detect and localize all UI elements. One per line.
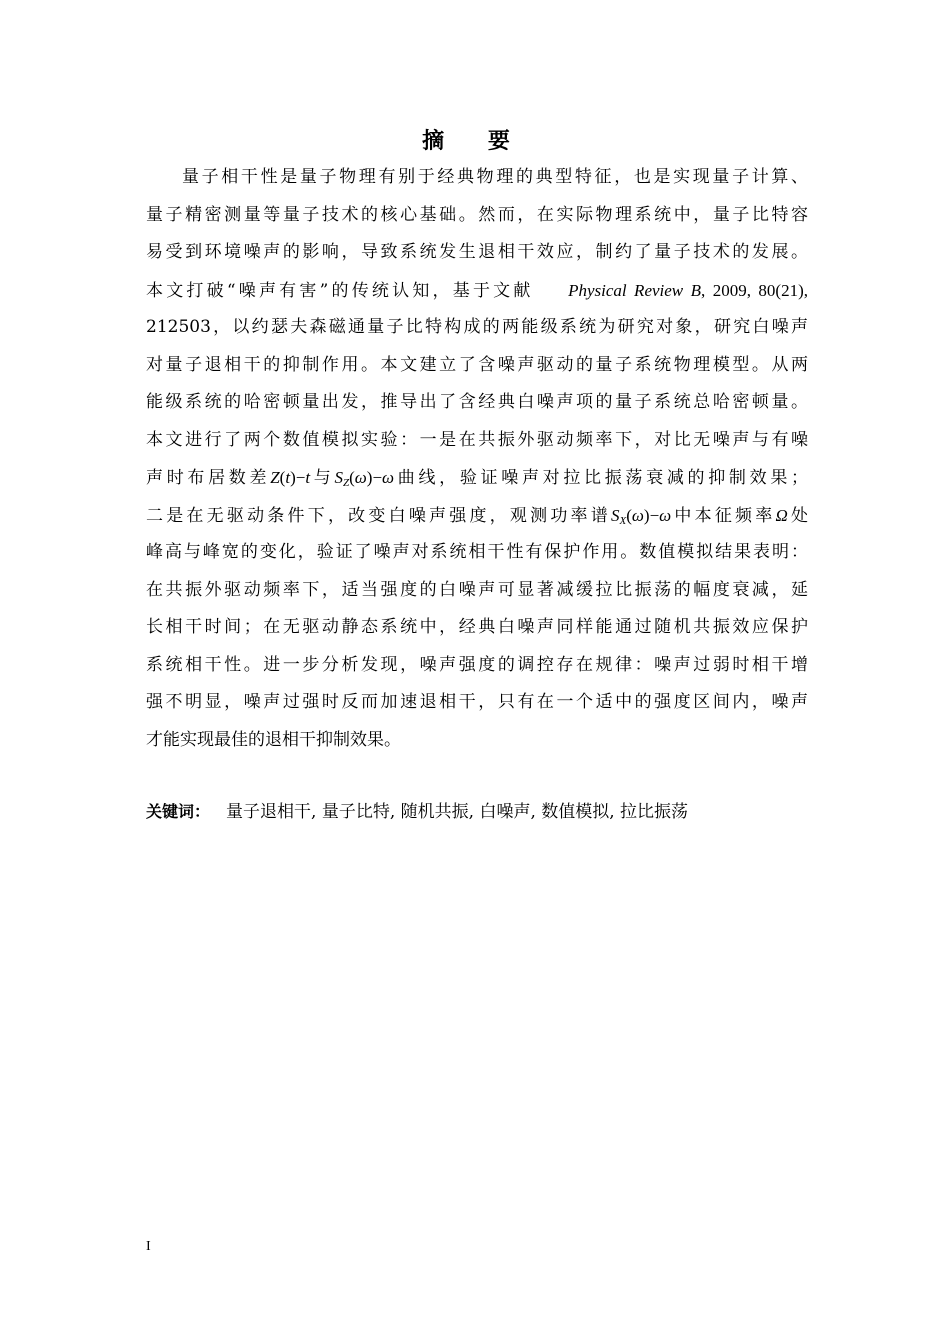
abstract-body <box>146 159 808 759</box>
abstract-text: 处 <box>787 505 809 526</box>
abstract-line: 能级系统的哈密顿量出发，推导出了含经典白噪声项的量子系统总哈密顿量。 <box>146 392 808 412</box>
citation-details: , 2009, 80(21), <box>701 280 808 300</box>
abstract-line: 强不明显，噪声过强时反而加速退相干，只有在一个适中的强度区间内，噪声 <box>146 692 808 712</box>
keywords-label: 关键词： <box>146 802 211 821</box>
formula-sx-omega: $S_X(\omega)-\omega$ <box>610 505 672 527</box>
abstract-line: 峰高与峰宽的变化，验证了噪声对系统相干性有保护作用。数值模拟结果表明： <box>146 542 808 562</box>
abstract-text: 二是在无驱动条件下，改变白噪声强度，观测功率谱 <box>146 505 611 526</box>
abstract-line: 才能实现最佳的退相干抑制效果。 <box>146 729 401 750</box>
keywords-list: 量子退相干, 量子比特, 随机共振, 白噪声, 数值模拟, 拉比振荡 <box>226 802 689 822</box>
abstract-text: 声时布居数差 <box>146 468 271 488</box>
abstract-line <box>146 459 808 497</box>
abstract-text: 本文打破“噪声有害”的传统认知，基于文献 <box>146 280 534 301</box>
journal-name: Physical Review B <box>568 280 701 300</box>
abstract-line: 本文进行了两个数值模拟实验：一是在共振外驱动频率下，对比无噪声与有噪 <box>146 429 808 450</box>
abstract-line: 212503，以约瑟夫森磁通量子比特构成的两能级系统为研究对象，研究白噪声 <box>146 317 808 337</box>
abstract-line <box>146 497 808 535</box>
keywords <box>146 797 688 827</box>
abstract-line <box>146 272 808 310</box>
abstract-line: 在共振外驱动频率下，适当强度的白噪声可显著减缓拉比振荡的幅度衰减，延 <box>146 579 808 600</box>
abstract-text: 与 <box>310 468 335 488</box>
abstract-line: 系统相干性。进一步分析发现，噪声强度的调控存在规律：噪声过弱时相干增 <box>146 654 808 675</box>
abstract-text: 曲线，验证噪声对拉比振荡衰减的抑制效果； <box>394 468 809 488</box>
formula-omega-cap: Ω <box>775 505 788 525</box>
abstract-line: 量子精密测量等量子技术的核心基础。然而，在实际物理系统中，量子比特容 <box>146 204 808 225</box>
abstract-line: 易受到环境噪声的影响，导致系统发生退相干效应，制约了量子技术的发展。 <box>146 242 808 262</box>
page-number: I <box>146 1239 151 1254</box>
abstract-line: 量子相干性是量子物理有别于经典物理的典型特征，也是实现量子计算、 <box>182 167 808 187</box>
abstract-line: 对量子退相干的抑制作用。本文建立了含噪声驱动的量子系统物理模型。从两 <box>146 354 808 375</box>
abstract-text: 中本征频率 <box>671 505 776 526</box>
formula-z-t: Z(t)−t <box>270 468 311 487</box>
abstract-title: 摘 要 <box>422 129 528 154</box>
formula-sz-omega: $S_Z(\omega)-\omega$ <box>334 468 395 489</box>
abstract-line: 长相干时间；在无驱动静态系统中，经典白噪声同样能通过随机共振效应保护 <box>146 617 808 637</box>
